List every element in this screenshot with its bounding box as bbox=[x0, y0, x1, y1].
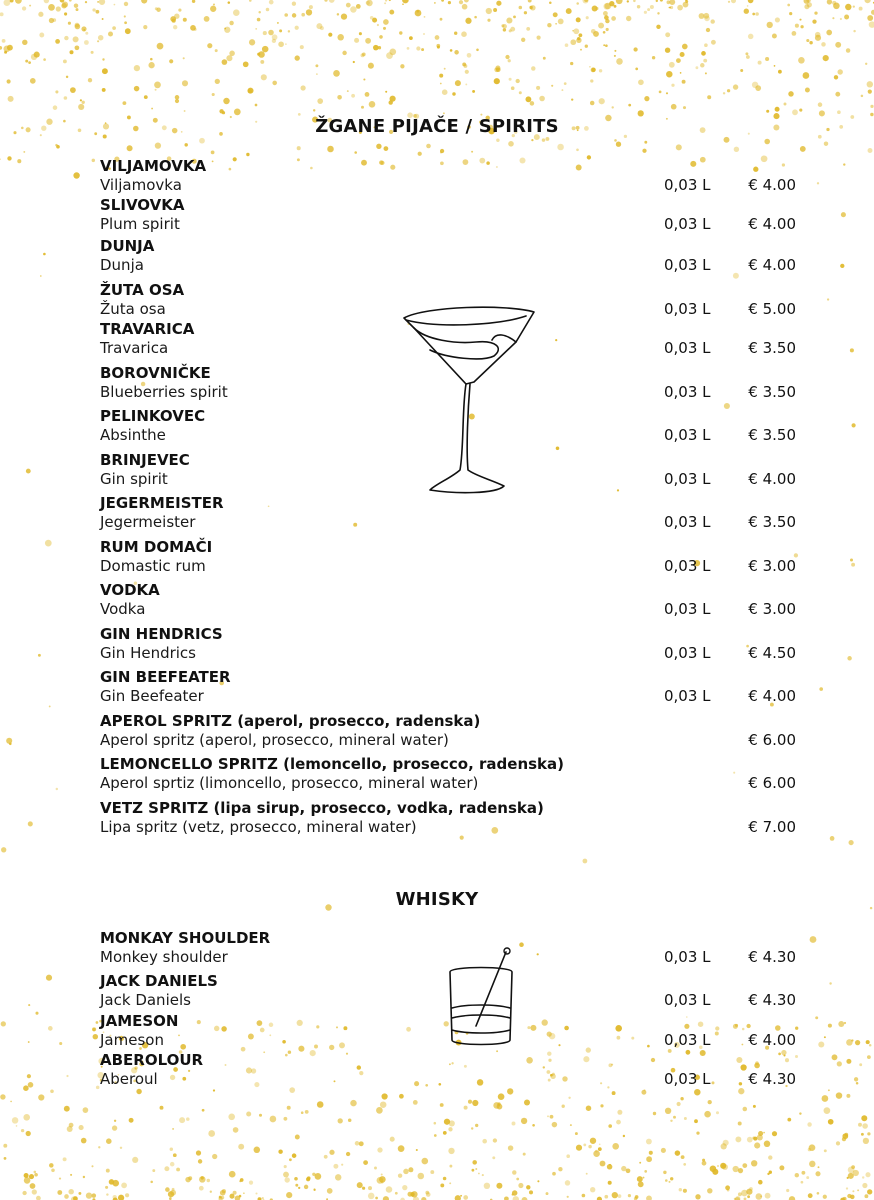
item-volume: 0,03 L bbox=[664, 948, 711, 966]
item-volume: 0,03 L bbox=[664, 470, 711, 488]
item-volume: 0,03 L bbox=[664, 1031, 711, 1049]
item-name: APEROL SPRITZ (aperol, prosecco, radenska) bbox=[100, 712, 481, 730]
whisky-glass-icon bbox=[446, 944, 518, 1048]
item-name: MONKAY SHOULDER bbox=[100, 929, 271, 947]
item-volume: 0,03 L bbox=[664, 644, 711, 662]
item-price: € 3.50 bbox=[748, 339, 796, 357]
menu-item bbox=[100, 157, 800, 195]
item-description: Absinthe bbox=[100, 426, 166, 444]
menu-item bbox=[100, 712, 800, 750]
item-name: VETZ SPRITZ (lipa sirup, prosecco, vodka, radenska) bbox=[100, 799, 544, 817]
item-name: PELINKOVEC bbox=[100, 407, 206, 425]
item-volume: 0,03 L bbox=[664, 383, 711, 401]
item-price: € 3.00 bbox=[748, 600, 796, 618]
menu-item bbox=[100, 494, 800, 532]
item-name: GIN HENDRICS bbox=[100, 625, 223, 643]
item-description: Plum spirit bbox=[100, 215, 180, 233]
item-description: Gin Hendrics bbox=[100, 644, 196, 662]
item-description: Vodka bbox=[100, 600, 146, 618]
menu-item bbox=[100, 625, 800, 663]
item-volume: 0,03 L bbox=[664, 300, 711, 318]
item-price: € 7.00 bbox=[748, 818, 796, 836]
item-name: DUNJA bbox=[100, 237, 155, 255]
item-price: € 4.00 bbox=[748, 256, 796, 274]
item-volume: 0,03 L bbox=[664, 687, 711, 705]
menu-item bbox=[100, 1051, 800, 1089]
whisky-section-title: WHISKY bbox=[395, 889, 479, 910]
item-description: Viljamovka bbox=[100, 176, 182, 194]
item-description: Gin Beefeater bbox=[100, 687, 204, 705]
item-volume: 0,03 L bbox=[664, 513, 711, 531]
item-description: Jack Daniels bbox=[100, 991, 191, 1009]
item-volume: 0,03 L bbox=[664, 1070, 711, 1088]
item-name: JACK DANIELS bbox=[100, 972, 218, 990]
menu-item bbox=[100, 196, 800, 234]
item-name: ABEROLOUR bbox=[100, 1051, 204, 1069]
menu-item bbox=[100, 755, 800, 793]
item-name: RUM DOMAČI bbox=[100, 538, 213, 556]
item-description: Žuta osa bbox=[100, 300, 166, 318]
item-description: Aperol spritz (aperol, prosecco, mineral water) bbox=[100, 731, 449, 749]
item-description: Jameson bbox=[100, 1031, 164, 1049]
item-volume: 0,03 L bbox=[664, 215, 711, 233]
item-name: JEGERMEISTER bbox=[100, 494, 224, 512]
item-price: € 4.30 bbox=[748, 991, 796, 1009]
item-volume: 0,03 L bbox=[664, 557, 711, 575]
item-description: Lipa spritz (vetz, prosecco, mineral water) bbox=[100, 818, 417, 836]
item-volume: 0,03 L bbox=[664, 256, 711, 274]
item-description: Blueberries spirit bbox=[100, 383, 228, 401]
item-price: € 3.00 bbox=[748, 557, 796, 575]
item-price: € 6.00 bbox=[748, 731, 796, 749]
item-price: € 4.50 bbox=[748, 644, 796, 662]
item-price: € 4.00 bbox=[748, 176, 796, 194]
cocktail-glass-icon bbox=[396, 298, 546, 498]
item-description: Aperol sprtiz (limoncello, prosecco, mineral water) bbox=[100, 774, 479, 792]
item-description: Aberoul bbox=[100, 1070, 158, 1088]
item-description: Gin spirit bbox=[100, 470, 168, 488]
item-name: JAMESON bbox=[100, 1012, 179, 1030]
menu-item bbox=[100, 799, 800, 837]
item-price: € 4.00 bbox=[748, 687, 796, 705]
item-price: € 6.00 bbox=[748, 774, 796, 792]
item-price: € 4.30 bbox=[748, 1070, 796, 1088]
menu-item bbox=[100, 581, 800, 619]
item-name: TRAVARICA bbox=[100, 320, 195, 338]
item-price: € 3.50 bbox=[748, 513, 796, 531]
item-volume: 0,03 L bbox=[664, 991, 711, 1009]
menu-item bbox=[100, 538, 800, 576]
item-name: BOROVNIČKE bbox=[100, 364, 211, 382]
item-description: Monkey shoulder bbox=[100, 948, 228, 966]
item-volume: 0,03 L bbox=[664, 339, 711, 357]
menu-item bbox=[100, 237, 800, 275]
menu-item bbox=[100, 668, 800, 706]
item-description: Dunja bbox=[100, 256, 144, 274]
item-description: Domastic rum bbox=[100, 557, 206, 575]
item-name: LEMONCELLO SPRITZ (lemoncello, prosecco, radenska) bbox=[100, 755, 565, 773]
item-price: € 4.00 bbox=[748, 1031, 796, 1049]
item-name: SLIVOVKA bbox=[100, 196, 185, 214]
item-volume: 0,03 L bbox=[664, 426, 711, 444]
item-description: Travarica bbox=[100, 339, 169, 357]
item-volume: 0,03 L bbox=[664, 176, 711, 194]
item-price: € 3.50 bbox=[748, 426, 796, 444]
item-name: BRINJEVEC bbox=[100, 451, 190, 469]
item-price: € 3.50 bbox=[748, 383, 796, 401]
item-name: ŽUTA OSA bbox=[100, 281, 185, 299]
item-price: € 5.00 bbox=[748, 300, 796, 318]
item-name: GIN BEEFEATER bbox=[100, 668, 231, 686]
item-description: Jegermeister bbox=[100, 513, 196, 531]
item-price: € 4.00 bbox=[748, 215, 796, 233]
item-volume: 0,03 L bbox=[664, 600, 711, 618]
item-price: € 4.30 bbox=[748, 948, 796, 966]
item-name: VODKA bbox=[100, 581, 160, 599]
item-price: € 4.00 bbox=[748, 470, 796, 488]
item-name: VILJAMOVKA bbox=[100, 157, 207, 175]
spirits-section-title: ŽGANE PIJAČE / SPIRITS bbox=[315, 116, 559, 137]
